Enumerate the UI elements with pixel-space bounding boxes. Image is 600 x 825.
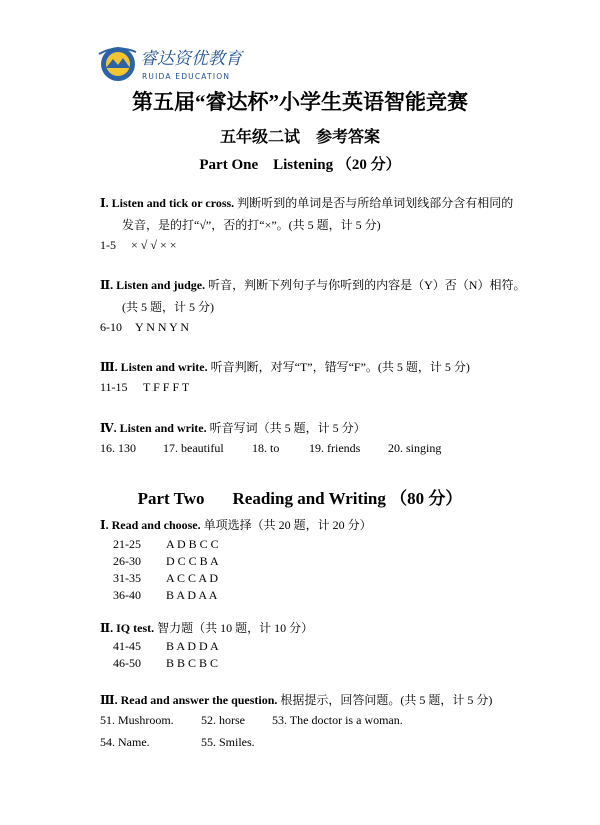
page-subtitle: 五年级二试 参考答案: [219, 129, 380, 146]
p2-s1-row-2: [113, 554, 219, 569]
p1-s2-answers: Y N N Y N: [135, 320, 189, 334]
p2-s1-line1: [100, 516, 372, 533]
p1-s4-line1: [100, 419, 366, 436]
p2-s2-row-2-answers: B B C B C: [166, 656, 219, 670]
p2-s2-row-1: [113, 639, 219, 654]
ruida-logo: [96, 40, 256, 86]
p2-s3-answer-52: 52. horse: [201, 713, 245, 727]
p1-s3-answers: T F F F T: [143, 380, 190, 394]
p1-s1-instruction-1: 判断听到的单词是否与所给单词划线部分含有相同的: [237, 196, 514, 210]
p2-s3-answer-54: 54. Name.: [100, 735, 150, 749]
p2-s1-row-1: [113, 537, 219, 552]
p1-s2-label: Ⅱ. Listen and judge.: [100, 278, 206, 292]
p1-s2-line1: [100, 276, 525, 293]
p2-s1-row-4-range: 36-40: [113, 588, 141, 602]
p1-s3-line1: [100, 358, 470, 375]
p2-s1-label: Ⅰ. Read and choose.: [100, 518, 201, 532]
p2-s3-label: Ⅲ. Read and answer the question.: [100, 693, 278, 707]
p1-s1-range: 1-5: [100, 238, 116, 252]
p2-s1-row-2-answers: D C C B A: [166, 554, 219, 568]
part-one-heading: Part One Listening （20 分）: [199, 157, 401, 173]
ruida-logo-emblem: [96, 40, 256, 86]
p1-s4-answer-row: [100, 441, 441, 456]
p2-s2-line1: [100, 619, 313, 636]
p1-s4-answer-20: 20. singing: [388, 441, 442, 455]
p2-s3-answer-51: 51. Mushroom.: [100, 713, 174, 727]
part-two-heading: [0, 484, 600, 509]
p1-s4-answer-18: 18. to: [252, 441, 280, 455]
p2-s1-row-1-range: 21-25: [113, 537, 141, 551]
p1-s3-range: 11-15: [100, 380, 128, 394]
p2-s1-row-3: [113, 571, 218, 586]
p1-s4-answer-16: 16. 130: [100, 441, 136, 455]
part-two-label: Part Two: [137, 489, 205, 508]
p1-s1-answers: × √ √ × ×: [131, 238, 177, 252]
p2-s3-answer-53: 53. The doctor is a woman.: [272, 713, 403, 727]
p1-s3-answer-row: [100, 380, 189, 395]
p2-s2-instruction: 智力题（共 10 题，计 10 分）: [157, 621, 314, 635]
p1-s4-label: Ⅳ. Listen and write.: [100, 421, 207, 435]
p2-s2-label: Ⅱ. IQ test.: [100, 621, 155, 635]
p1-s4-instruction-1: 听音写词（共 5 题，计 5 分）: [209, 421, 366, 435]
p1-s1-line1: [100, 194, 513, 211]
p2-s3-answer-row-2: [100, 735, 255, 750]
p2-s2-row-2-range: 46-50: [113, 656, 141, 670]
p2-s1-row-1-answers: A D B C C: [166, 537, 219, 551]
p2-s1-row-4-answers: B A D A A: [166, 588, 218, 602]
p1-s2-instruction-2: (共 5 题，计 5 分): [122, 300, 214, 314]
p1-s3-instruction-1: 听音判断，对写“T”，错写“F”。(共 5 题，计 5 分): [210, 360, 470, 374]
p2-s3-answer-55: 55. Smiles.: [201, 735, 255, 749]
p2-s2-row-1-range: 41-45: [113, 639, 141, 653]
p2-s2-row-2: [113, 656, 218, 671]
p1-s1-instruction-2: 发音，是的打“√”，否的打“×”。(共 5 题，计 5 分): [122, 218, 381, 232]
p1-s3-label: Ⅲ. Listen and write.: [100, 360, 208, 374]
logo-brand-en: RUIDA EDUCATION: [142, 72, 231, 81]
p2-s1-row-3-answers: A C C A D: [166, 571, 219, 585]
p1-s2-instruction-1: 听音，判断下列句子与你听到的内容是（Y）否（N）相符。: [208, 278, 526, 292]
p1-s1-label: Ⅰ. Listen and tick or cross.: [100, 196, 235, 210]
p2-s3-instruction: 根据提示，回答问题。(共 5 题，计 5 分): [280, 693, 493, 707]
p1-s4-answer-19: 19. friends: [309, 441, 361, 455]
p1-s2-range: 6-10: [100, 320, 122, 334]
p1-s2-answer-row: [100, 320, 189, 335]
p1-s4-answer-17: 17. beautiful: [163, 441, 224, 455]
part-two-title: Reading and Writing （80 分）: [232, 489, 463, 508]
p2-s2-row-1-answers: B A D D A: [166, 639, 219, 653]
p2-s3-line1: [100, 691, 492, 708]
p2-s1-instruction: 单项选择（共 20 题，计 20 分）: [203, 518, 372, 532]
p2-s1-row-2-range: 26-30: [113, 554, 141, 568]
p1-s1-answer-row: [100, 238, 176, 253]
p2-s3-answer-row-1: [100, 713, 403, 728]
page-title: 第五届“睿达杯”小学生英语智能竞赛: [132, 90, 468, 114]
p2-s1-row-3-range: 31-35: [113, 571, 141, 585]
p2-s1-row-4: [113, 588, 217, 603]
logo-brand-cn: 睿达资优教育: [140, 49, 242, 69]
